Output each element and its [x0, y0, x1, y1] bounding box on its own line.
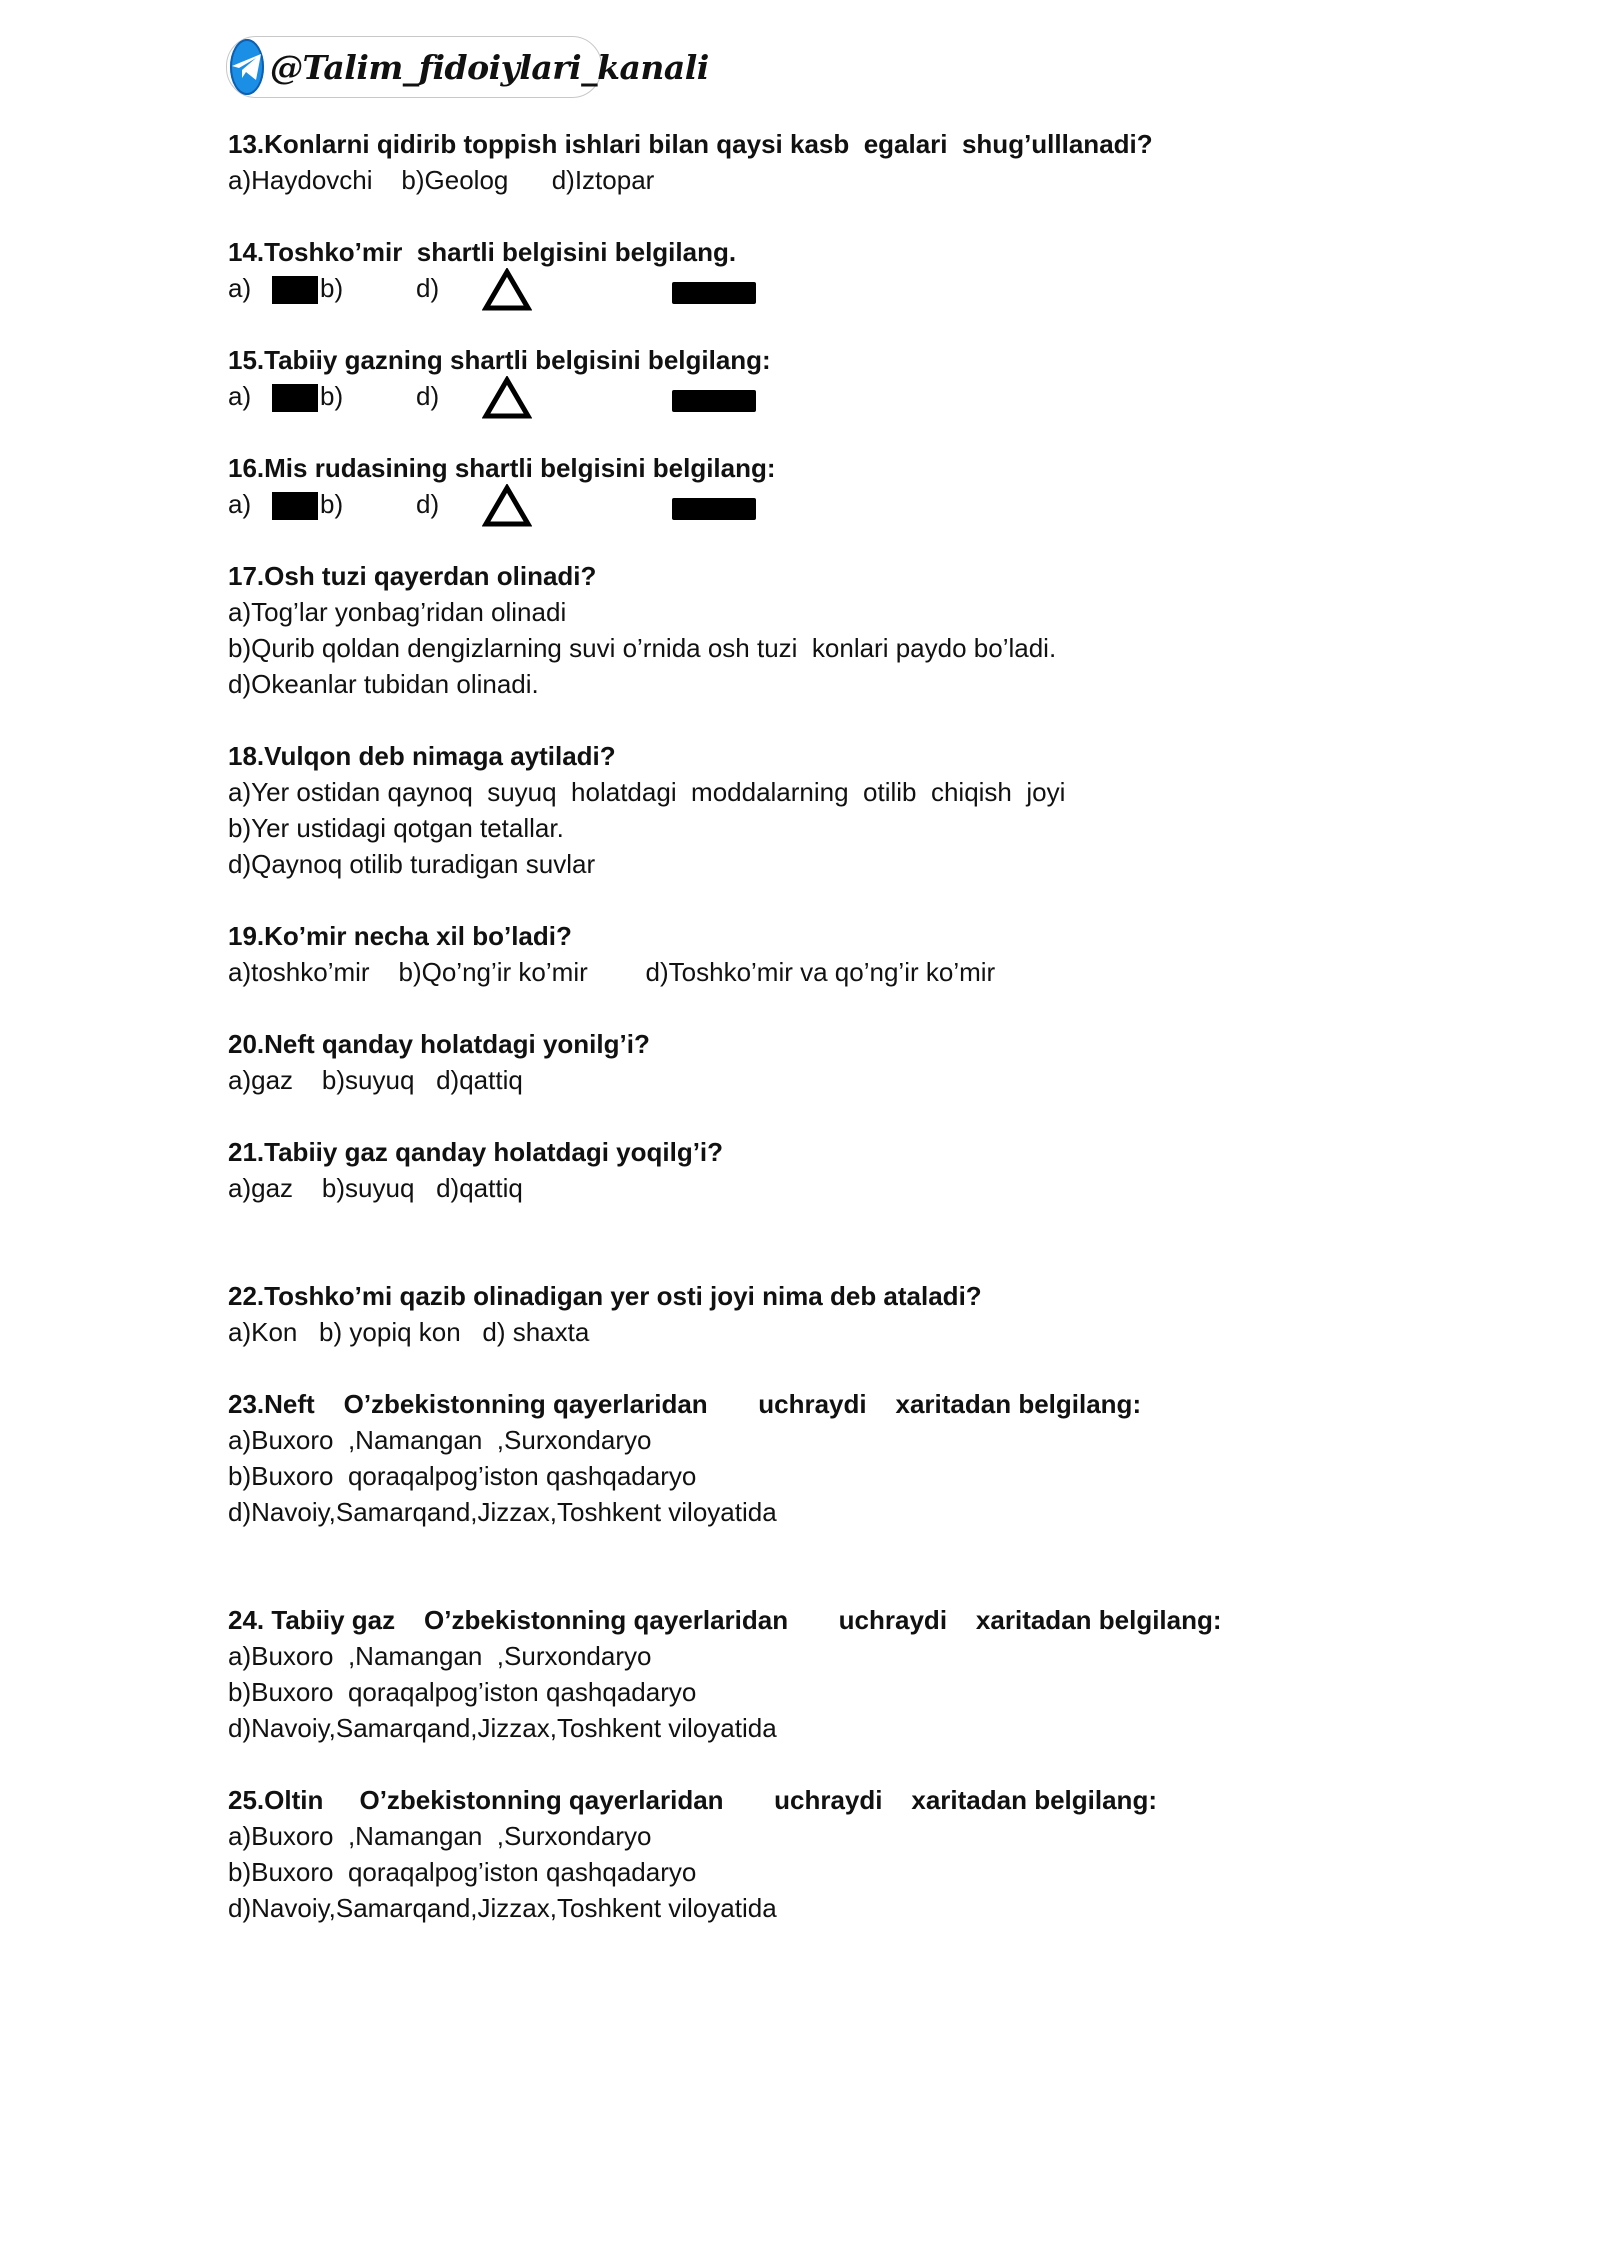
option-b: b)Buxoro qoraqalpog’iston qashqadaryo [228, 1677, 697, 1707]
option-line: a)gaz b)suyuq d)qattiq [228, 1065, 523, 1095]
telegram-icon [230, 39, 264, 95]
option-d: d)Qaynoq otilib turadigan suvlar [228, 849, 596, 879]
option-line: a)Kon b) yopiq kon d) shaxta [228, 1317, 590, 1347]
option-b: b)Qurib qoldan dengizlarning suvi o’rnida osh tuzi konlari paydo bo’ladi. [228, 633, 1057, 663]
question-title: 14.Toshko’mir shartli belgisini belgilang. [228, 237, 737, 267]
symbol-options [228, 270, 1528, 306]
option-d-label: d) [416, 381, 440, 411]
question-16 [228, 450, 1528, 522]
option-a-label: a) [228, 489, 252, 519]
option-b-label: b) [320, 489, 344, 519]
option-d: d)Navoiy,Samarqand,Jizzax,Toshkent viloyatida [228, 1893, 777, 1923]
question-25 [228, 1782, 1528, 1926]
question-21 [228, 1134, 1528, 1206]
triangle-symbol-icon [482, 376, 532, 420]
option-a: a)Yer ostidan qaynoq suyuq holatdagi moddalarning otilib chiqish joyi [228, 777, 1066, 807]
question-title: 13.Konlarni qidirib toppish ishlari bilan qaysi kasb egalari shug’ulllanadi? [228, 129, 1153, 159]
question-19 [228, 918, 1528, 990]
option-b: b)Buxoro qoraqalpog’iston qashqadaryo [228, 1461, 697, 1491]
option-a: a)Buxoro ,Namangan ,Surxondaryo [228, 1821, 652, 1851]
question-title: 22.Toshko’mi qazib olinadigan yer osti joyi nima deb ataladi? [228, 1281, 982, 1311]
option-a-label: a) [228, 381, 252, 411]
option-d-label: d) [416, 273, 440, 303]
black-bar-symbol [672, 498, 756, 520]
option-a: a)Buxoro ,Namangan ,Surxondaryo [228, 1425, 652, 1455]
question-sheet [228, 126, 1528, 1926]
option-b: b)Buxoro qoraqalpog’iston qashqadaryo [228, 1857, 697, 1887]
question-20 [228, 1026, 1528, 1098]
symbol-options [228, 486, 1528, 522]
black-square-symbol [272, 276, 318, 304]
question-18 [228, 738, 1528, 882]
question-22 [228, 1278, 1528, 1350]
question-title: 15.Tabiiy gazning shartli belgisini belgilang: [228, 345, 771, 375]
option-line: a)Haydovchi b)Geolog d)Iztopar [228, 165, 655, 195]
question-title: 16.Mis rudasining shartli belgisini belgilang: [228, 453, 776, 483]
triangle-symbol-icon [482, 268, 532, 312]
black-square-symbol [272, 384, 318, 412]
question-17 [228, 558, 1528, 702]
question-title: 21.Tabiiy gaz qanday holatdagi yoqilg’i? [228, 1137, 724, 1167]
question-title: 25.Oltin O’zbekistonning qayerlaridan uchraydi xaritadan belgilang: [228, 1785, 1157, 1815]
question-title: 23.Neft O’zbekistonning qayerlaridan uchraydi xaritadan belgilang: [228, 1389, 1142, 1419]
question-title: 19.Ko’mir necha xil bo’ladi? [228, 921, 572, 951]
channel-logo [226, 36, 709, 98]
channel-name: @Talim_fidoiylari_kanali [270, 47, 709, 87]
question-title: 18.Vulqon deb nimaga aytiladi? [228, 741, 616, 771]
option-a: a)Buxoro ,Namangan ,Surxondaryo [228, 1641, 652, 1671]
option-b-label: b) [320, 381, 344, 411]
option-d: d)Okeanlar tubidan olinadi. [228, 669, 539, 699]
option-d: d)Navoiy,Samarqand,Jizzax,Toshkent viloyatida [228, 1497, 777, 1527]
question-14 [228, 234, 1528, 306]
option-line: a)gaz b)suyuq d)qattiq [228, 1173, 523, 1203]
question-15 [228, 342, 1528, 414]
option-d-label: d) [416, 489, 440, 519]
option-b-label: b) [320, 273, 344, 303]
question-title: 17.Osh tuzi qayerdan olinadi? [228, 561, 597, 591]
option-line: a)toshko’mir b)Qo’ng’ir ko’mir d)Toshko’mir va qo’ng’ir ko’mir [228, 957, 996, 987]
option-d: d)Navoiy,Samarqand,Jizzax,Toshkent viloyatida [228, 1713, 777, 1743]
question-title: 24. Tabiiy gaz O’zbekistonning qayerlaridan uchraydi xaritadan belgilang: [228, 1605, 1222, 1635]
question-24 [228, 1602, 1528, 1746]
symbol-options [228, 378, 1528, 414]
black-bar-symbol [672, 282, 756, 304]
question-23 [228, 1386, 1528, 1530]
option-b: b)Yer ustidagi qotgan tetallar. [228, 813, 564, 843]
option-a: a)Tog’lar yonbag’ridan olinadi [228, 597, 567, 627]
question-13 [228, 126, 1528, 198]
black-bar-symbol [672, 390, 756, 412]
option-a-label: a) [228, 273, 252, 303]
question-title: 20.Neft qanday holatdagi yonilg’i? [228, 1029, 650, 1059]
black-square-symbol [272, 492, 318, 520]
triangle-symbol-icon [482, 484, 532, 528]
